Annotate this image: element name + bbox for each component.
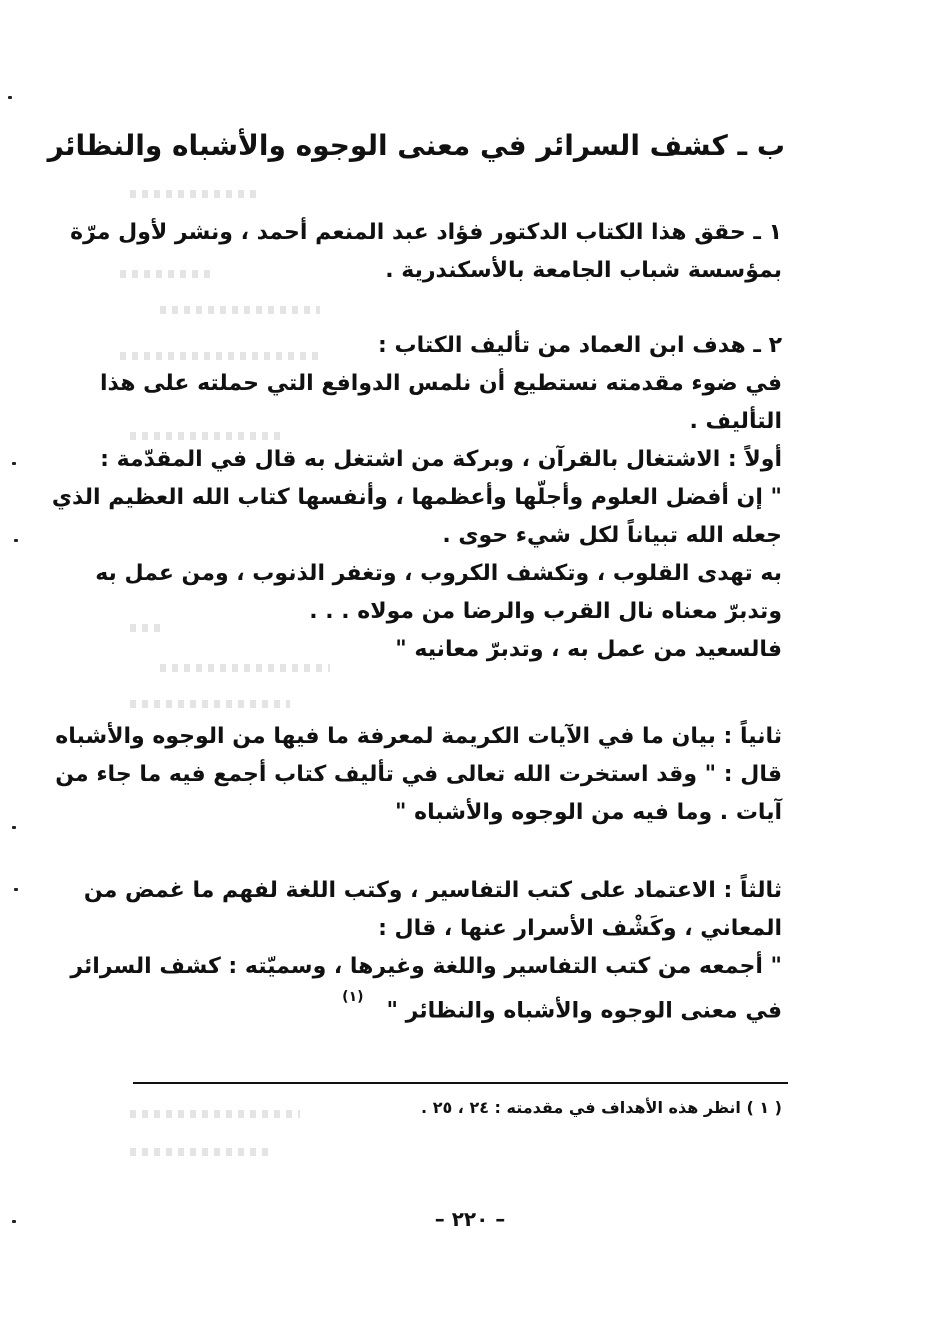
quote-line-text: في معنى الوجوه والأشباه والنظائر " — [386, 998, 782, 1024]
show-through — [130, 1148, 270, 1156]
scan-speck — [12, 462, 16, 465]
text-line: قال : " وقد استخرت الله تعالى في تأليف كتاب أجمع فيه ما جاء من — [55, 762, 782, 787]
quote-line — [132, 986, 782, 1030]
footnote-text: ( ١ ) انظر هذه الأهداف في مقدمته : ٢٤ ، ٢٥ . — [421, 1098, 782, 1117]
text-line: آيات . وما فيه من الوجوه والأشباه " — [395, 800, 782, 825]
quote-line: فالسعيد من عمل به ، وتدبرّ معانيه " — [395, 637, 782, 662]
quote-line: " أجمعه من كتب التفاسير واللغة وغيرها ، وسميّته : كشف السرائر — [70, 954, 782, 979]
show-through — [130, 700, 290, 708]
show-through — [130, 190, 260, 198]
footnote-reference: (١) — [342, 989, 364, 1005]
page-number: – ٢٢٠ – — [434, 1207, 506, 1231]
text-line: ثالثاً : الاعتماد على كتب التفاسير ، وكتب اللغة لفهم ما غمض من — [83, 878, 782, 903]
paragraph-editor — [70, 214, 782, 290]
text-line: ٢ ـ هدف ابن العماد من تأليف الكتاب : — [378, 333, 782, 358]
text-line: بمؤسسة شباب الجامعة بالأسكندرية . — [385, 258, 782, 283]
paragraph-purpose — [51, 327, 782, 669]
show-through — [130, 1110, 300, 1118]
text-line: ثانياً : بيان ما في الآيات الكريمة لمعرفة ما فيها من الوجوه والأشباه — [55, 724, 782, 749]
quote-line: وتدبرّ معناه نال القرب والرضا من مولاه . . . — [309, 599, 782, 624]
quote-line: جعله الله تبياناً لكل شيء حوى . — [442, 523, 782, 548]
text-line: المعاني ، وكَشْف الأسرار عنها ، قال : — [378, 916, 782, 941]
show-through — [160, 306, 320, 314]
scan-speck — [14, 539, 18, 542]
section-title: ب ـ كشف السرائر في معنى الوجوه والأشباه والنظائر — [47, 129, 785, 162]
paragraph-third-aim — [70, 872, 782, 1030]
text-line: التأليف . — [689, 409, 782, 434]
text-line: ١ ـ حقق هذا الكتاب الدكتور فؤاد عبد المنعم أحمد ، ونشر لأول مرّة — [70, 220, 782, 245]
scan-speck — [12, 826, 16, 829]
footnote-divider — [133, 1082, 788, 1084]
paragraph-second-aim — [55, 718, 782, 832]
text-line: في ضوء مقدمته نستطيع أن نلمس الدوافع التي حملته على هذا — [99, 371, 782, 396]
scan-speck — [8, 96, 12, 99]
quote-line: " إن أفضل العلوم وأجلّها وأعظمها ، وأنفسها كتاب الله العظيم الذي — [51, 485, 782, 510]
scan-speck — [14, 888, 18, 891]
quote-line: به تهدى القلوب ، وتكشف الكروب ، وتغفر الذنوب ، ومن عمل به — [95, 561, 782, 586]
text-line: أولاً : الاشتغال بالقرآن ، وبركة من اشتغل به قال في المقدّمة : — [100, 447, 782, 472]
